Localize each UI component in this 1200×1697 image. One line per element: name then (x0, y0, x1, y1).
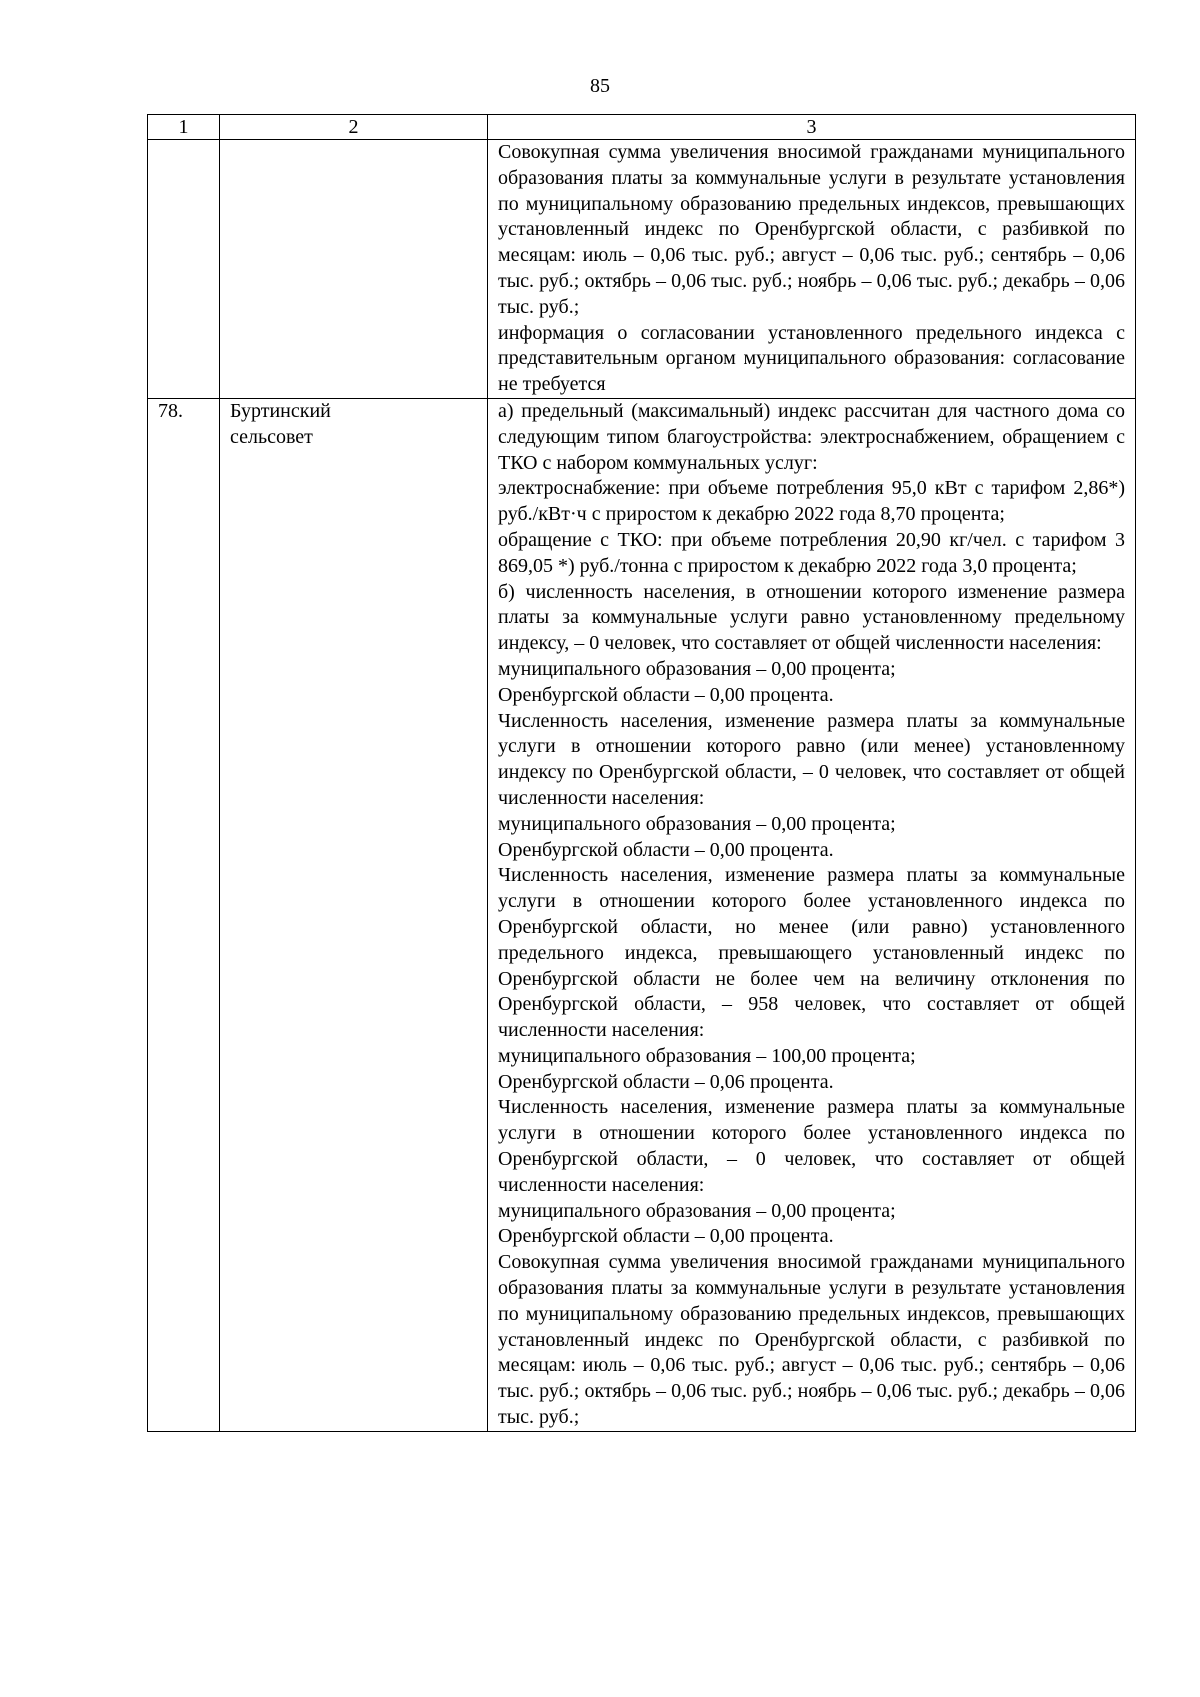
municipality-name-line: сельсовет (230, 425, 313, 448)
text-paragraph: электроснабжение: при объеме потребления 95,0 кВт с тарифом 2,86*) руб./кВт·ч с приростом к декабрю 2022 года 8,70 процента; (498, 477, 1125, 526)
text-paragraph: Численность населения, изменение размера платы за коммунальные услуги в отношении которого более установленного индекса по Оренбургской области, но менее (или равно) установленного предельного индекса, превышающего установленный индекс по Оренбургской области не более чем на величину отклонения по Оренбургской области, – 958 человек, что составляет от общей численности населения: (498, 864, 1125, 1042)
text-paragraph: муниципального образования – 0,00 процента; (498, 1199, 896, 1222)
table-row (148, 140, 1136, 399)
text-paragraph: Оренбургской области – 0,00 процента. (498, 683, 834, 706)
indicator-text (488, 398, 1136, 1431)
column-header: 1 (148, 115, 220, 140)
column-header: 3 (488, 115, 1136, 140)
text-paragraph: обращение с ТКО: при объеме потребления 20,90 кг/чел. с тарифом 3 869,05 *) руб./тонна с приростом к декабрю 2022 года 3,0 процента; (498, 528, 1125, 577)
text-paragraph: Совокупная сумма увеличения вносимой гражданами муниципального образования платы за коммунальные услуги в результате установления по муниципальному образованию предельных индексов, превышающих установленный индекс по Оренбургской области, с разбивкой по месяцам: июль – 0,06 тыс. руб.; август – 0,06 тыс. руб.; сентябрь – 0,06 тыс. руб.; октябрь – 0,06 тыс. руб.; ноябрь – 0,06 тыс. руб.; декабрь – 0,06 тыс. руб.; (498, 141, 1125, 318)
table-row (148, 398, 1136, 1431)
text-paragraph: Численность населения, изменение размера платы за коммунальные услуги в отношении которого более установленного индекса по Оренбургской области, – 0 человек, что составляет от общей численности населения: (498, 1096, 1125, 1196)
row-number: 78. (148, 398, 220, 1431)
table-header-row (148, 115, 1136, 140)
document-table (147, 114, 1136, 1432)
municipality-name (220, 140, 488, 399)
column-header: 2 (220, 115, 488, 140)
text-paragraph: Совокупная сумма увеличения вносимой гражданами муниципального образования платы за коммунальные услуги в результате установления по муниципальному образованию предельных индексов, превышающих установленный индекс по Оренбургской области, с разбивкой по месяцам: июль – 0,06 тыс. руб.; август – 0,06 тыс. руб.; сентябрь – 0,06 тыс. руб.; октябрь – 0,06 тыс. руб.; ноябрь – 0,06 тыс. руб.; декабрь – 0,06 тыс. руб.; (498, 1251, 1125, 1429)
indicator-text (488, 140, 1136, 399)
text-paragraph: Оренбургской области – 0,00 процента. (498, 838, 834, 861)
page-number: 85 (590, 75, 610, 97)
text-paragraph: муниципального образования – 100,00 процента; (498, 1044, 916, 1067)
text-paragraph: Оренбургской области – 0,00 процента. (498, 1225, 834, 1248)
row-number (148, 140, 220, 399)
text-paragraph: информация о согласовании установленного предельного индекса с представительным органом муниципального образования: согласование не требуется (498, 321, 1125, 396)
text-paragraph: муниципального образования – 0,00 процента; (498, 657, 896, 680)
municipality-name-line: Буртинский (230, 399, 331, 422)
text-paragraph: Численность населения, изменение размера платы за коммунальные услуги в отношении которого равно (или менее) установленному индексу по Оренбургской области, – 0 человек, что составляет от общей численности населения: (498, 709, 1125, 809)
text-paragraph: а) предельный (максимальный) индекс рассчитан для частного дома со следующим типом благоустройства: электроснабжением, обращением с ТКО с набором коммунальных услуг: (498, 399, 1125, 474)
municipality-name (220, 398, 488, 1431)
text-paragraph: Оренбургской области – 0,06 процента. (498, 1070, 834, 1093)
text-paragraph: муниципального образования – 0,00 процента; (498, 812, 896, 835)
text-paragraph: б) численность населения, в отношении которого изменение размера платы за коммунальные услуги равно установленному предельному индексу, – 0 человек, что составляет от общей численности населения: (498, 580, 1125, 655)
